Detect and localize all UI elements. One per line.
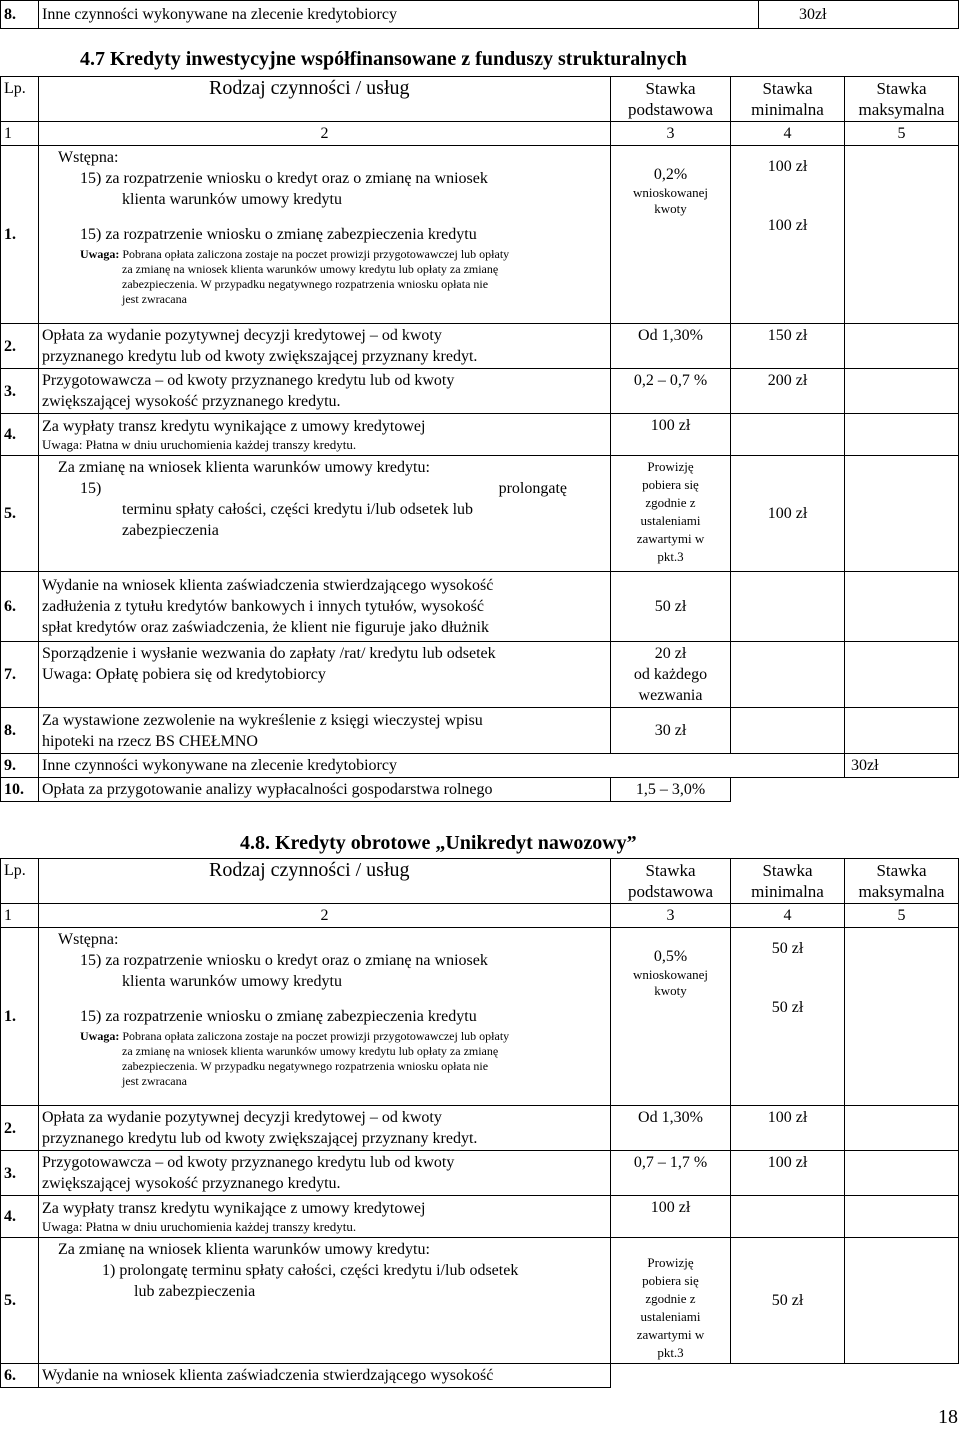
row-description: Opłata za wydanie pozytywnej decyzji kredytowej – od kwoty przyznanego kredytu lub od kwoty zwiększającej przyznany kredyt. [39,1106,611,1151]
header-base: Stawka podstawowa [611,77,731,122]
base-rate: 0,7 – 1,7 % [611,1151,731,1196]
base-rate: 0,2% wnioskowanej kwoty [611,146,731,324]
row-lp: 6. [1,572,39,642]
header-lp: Lp. [1,859,39,904]
max-rate [845,1106,959,1151]
row-lp: 2. [1,324,39,369]
min-rate: 50 zł [731,1238,845,1364]
max-rate [845,324,959,369]
row-description: Za wystawione zezwolenie na wykreślenie z księgi wieczystej wpisu hipoteki na rzecz BS CHEŁMNO [39,708,611,754]
max-rate [845,1151,959,1196]
header-name: Rodzaj czynności / usług [39,77,611,122]
section-title: 4.7 Kredyty inwestycyjne współfinansowane z funduszy strukturalnych [80,48,687,70]
min-rate [731,708,845,754]
row-lp: 5. [1,456,39,572]
colnum: 3 [611,122,731,146]
base-rate: Prowizję pobiera się zgodnie z ustaleniami zawartymi w pkt.3 [611,1238,731,1364]
row-description: Przygotowawcza – od kwoty przyznanego kredytu lub od kwoty zwiększającej wysokość przyznanego kredytu. [39,1151,611,1196]
row-description: Wydanie na wniosek klienta zaświadczenia stwierdzającego wysokość zadłużenia z tytułu kredytów bankowych i innych tytułów, wysokość spłat kredytów oraz zaświadczenia, że klient nie figuruje jako dłużnik [39,572,611,642]
max-rate [845,708,959,754]
base-rate: 100 zł [611,414,731,456]
row-description: Za zmianę na wniosek klienta warunków umowy kredytu: 15) prolongatę terminu spłaty całości, części kredytu i/lub odsetek lub zabezpieczenia [39,456,611,572]
section-title: 4.8. Kredyty obrotowe „Unikredyt nawozowy” [240,832,637,854]
note-line3: zabezpieczenia. W przypadku negatywnego rozpatrzenia wniosku opłata nie [122,277,489,291]
min-rate: 100 zł [731,1106,845,1151]
max-rate [845,414,959,456]
section-4-7-table [0,76,959,802]
row-lp: 9. [1,754,39,778]
max-rate [845,456,959,572]
row-lp: 8. [1,1,39,29]
row-description: Opłata za wydanie pozytywnej decyzji kredytowej – od kwoty przyznanego kredytu lub od kwoty zwiększającej przyznany kredyt. [39,324,611,369]
section-4-8-table [0,858,959,1388]
item-a-line1: 15) za rozpatrzenie wniosku o kredyt oraz o zmianę na wniosek [80,170,488,187]
row-description: Opłata za przygotowanie analizy wypłacalności gospodarstwa rolnego [39,778,611,802]
row-lp: 1. [1,146,39,324]
colnum: 3 [611,904,731,928]
row-description: Inne czynności wykonywane na zlecenie kredytobiorcy [39,754,845,778]
row-description: Sporządzenie i wysłanie wezwania do zapłaty /rat/ kredytu lub odsetek Uwaga: Opłatę pobiera się od kredytobiorcy [39,642,611,708]
min-rate: 200 zł [731,369,845,414]
base-rate: 30 zł [611,708,731,754]
row-description: Za zmianę na wniosek klienta warunków umowy kredytu: 1) prolongatę terminu spłaty całości, części kredytu i/lub odsetek lub zabezpieczenia [39,1238,611,1364]
header-lp: Lp. [1,77,39,122]
note-label: Uwaga: [80,1029,120,1043]
row-description: Wydanie na wniosek klienta zaświadczenia stwierdzającego wysokość [39,1364,611,1388]
row-lp: 4. [1,414,39,456]
note-line2: za zmianę na wniosek klienta warunków umowy kredytu lub opłaty za zmianę [122,262,499,276]
row-description [39,146,611,324]
min-rate [731,642,845,708]
header-min: Stawka minimalna [731,77,845,122]
item-a-line2: klienta warunków umowy kredytu [122,191,342,208]
min-rate: 100 zł [731,456,845,572]
min-rate [731,572,845,642]
row-lp: 1. [1,928,39,1106]
base-rate: 50 zł [611,572,731,642]
base-rate: Prowizję pobiera się zgodnie z ustaleniami zawartymi w pkt.3 [611,456,731,572]
row-description: Przygotowawcza – od kwoty przyznanego kredytu lub od kwoty zwiększającej wysokość przyznanego kredytu. [39,369,611,414]
row-rate: 30zł [759,1,959,29]
row-lp: 2. [1,1106,39,1151]
colnum: 5 [845,904,959,928]
colnum: 5 [845,122,959,146]
item-b: 15) za rozpatrzenie wniosku o zmianę zabezpieczenia kredytu [80,226,477,243]
row-lp: 8. [1,708,39,754]
row-lp: 3. [1,1151,39,1196]
base-rate: 20 zł od każdego wezwania [611,642,731,708]
row-lp: 5. [1,1238,39,1364]
row-description: Za wypłaty transz kredytu wynikające z umowy kredytowej Uwaga: Płatna w dniu uruchomienia każdej transzy kredytu. [39,414,611,456]
min-rate: 150 zł [731,324,845,369]
colnum: 1 [1,904,39,928]
page-number: 18 [938,1406,958,1428]
base-rate: 1,5 – 3,0% [611,778,731,802]
row-lp: 3. [1,369,39,414]
max-rate [845,1196,959,1238]
row-lp: 4. [1,1196,39,1238]
colnum: 2 [39,122,611,146]
row-rate: 30zł [845,754,959,778]
row-text: Inne czynności wykonywane na zlecenie kredytobiorcy [39,1,759,29]
row-description: Za wypłaty transz kredytu wynikające z umowy kredytowej Uwaga: Płatna w dniu uruchomienia każdej transzy kredytu. [39,1196,611,1238]
max-rate [845,572,959,642]
base-rate: Od 1,30% [611,324,731,369]
top-row-table [0,0,959,29]
note-label: Uwaga: [80,247,120,261]
header-base: Stawka podstawowa [611,859,731,904]
max-rate [845,369,959,414]
max-rate [845,928,959,1106]
base-rate: 0,5% wnioskowanej kwoty [611,928,731,1106]
header-max: Stawka maksymalna [845,859,959,904]
colnum: 2 [39,904,611,928]
min-rate [731,1196,845,1238]
min-rate: 100 zł 100 zł [731,146,845,324]
base-rate: 100 zł [611,1196,731,1238]
row-lp: 7. [1,642,39,708]
row-lp: 10. [1,778,39,802]
base-rate: Od 1,30% [611,1106,731,1151]
max-rate [845,642,959,708]
min-rate [731,414,845,456]
header-max: Stawka maksymalna [845,77,959,122]
note-line4: jest zwracana [122,292,187,306]
note-line1: Pobrana opłata zaliczona zostaje na poczet prowizji przygotowawczej lub opłaty [122,247,510,261]
colnum: 4 [731,122,845,146]
row-lp: 6. [1,1364,39,1388]
header-min: Stawka minimalna [731,859,845,904]
colnum: 1 [1,122,39,146]
max-rate [845,146,959,324]
min-rate: 100 zł [731,1151,845,1196]
header-name: Rodzaj czynności / usług [39,859,611,904]
row-intro: Wstępna: [58,149,119,166]
base-rate: 0,2 – 0,7 % [611,369,731,414]
colnum: 4 [731,904,845,928]
row-description: Wstępna: 15) za rozpatrzenie wniosku o kredyt oraz o zmianę na wniosek klienta warunków umowy kredytu 15) za rozpatrzenie wniosku o zmianę zabezpieczenia kredytu Uwaga: Pobrana opłata zaliczona zostaje na poczet prowizji przygotowawczej lub opłaty za zmianę na wniosek klienta warunków umowy kredytu lub opłaty za zmianę zabezpieczenia. W przypadku negatywnego rozpatrzenia wniosku opłata nie jest zwracana [39,928,611,1106]
max-rate [845,1238,959,1364]
min-rate: 50 zł 50 zł [731,928,845,1106]
